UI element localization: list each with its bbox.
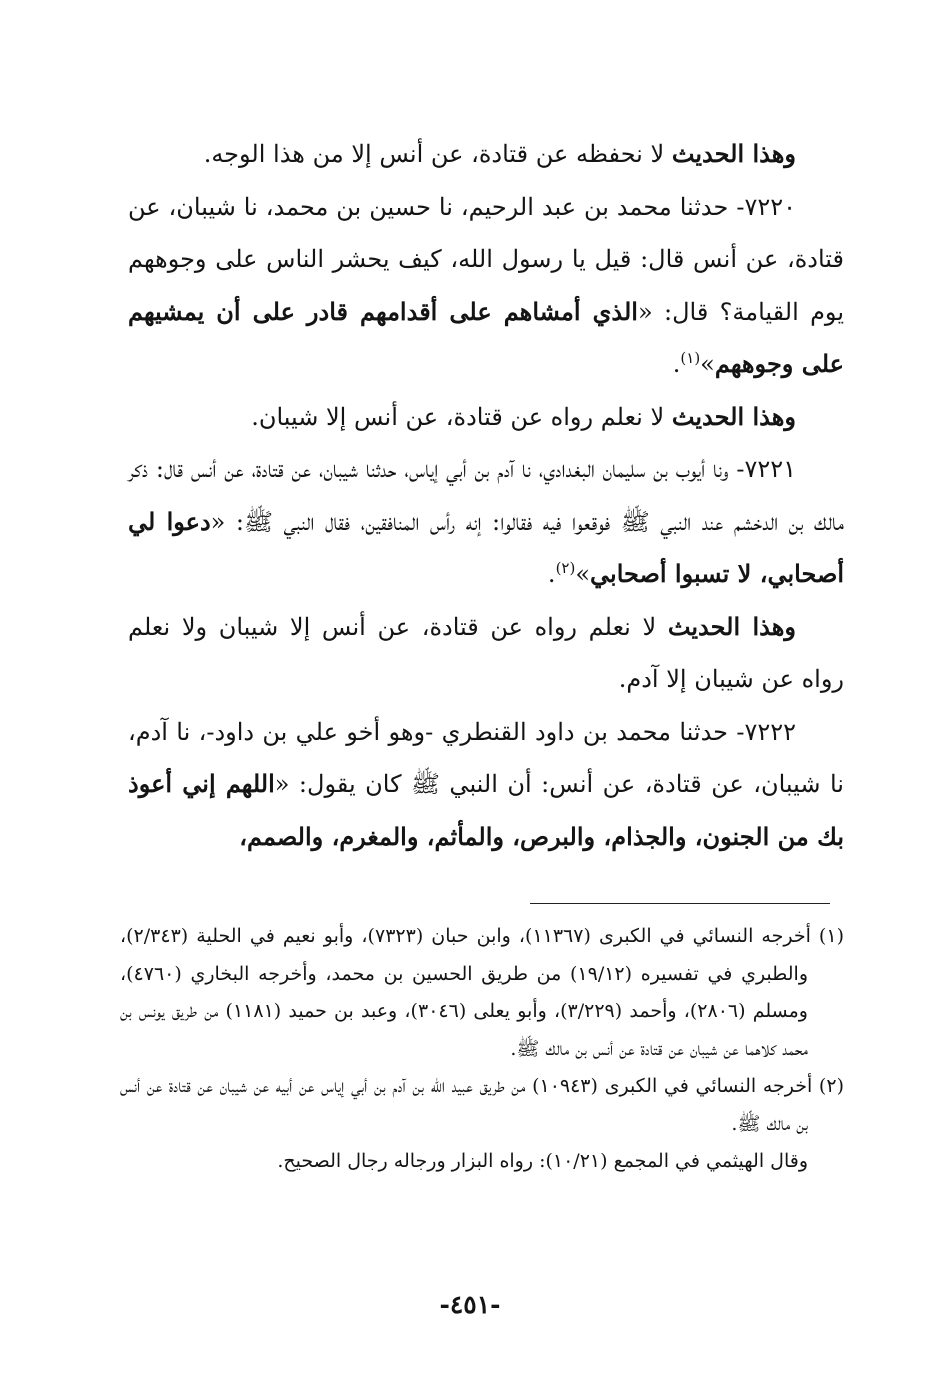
- prophetic-quote: اللهم إني أعوذ بك من الجنون، والجذام، والبرص، والمأثم، والمغرم، والصمم،: [128, 769, 844, 851]
- footnote-ref-1: (١): [680, 349, 701, 367]
- period: .: [672, 350, 681, 378]
- footnotes: [120, 918, 844, 1181]
- emphasis-phrase: وهذا الحديث: [671, 401, 796, 431]
- paragraph-1: [128, 128, 844, 181]
- prophetic-quote: الذي أمشاهم على أقدامهم قادر على أن يمشيهم على وجوههم: [128, 296, 844, 378]
- hadith-text: ٧٢٢٠- حدثنا محمد بن عبد الرحيم، نا حسين بن محمد، نا شيبان، عن قتادة، عن أنس قال: قيل يا رسول الله، كيف يحشر الناس على وجوههم يوم القيامة؟ قال: «: [128, 192, 844, 326]
- hadith-7221: [128, 443, 844, 601]
- period: .: [547, 560, 556, 588]
- emphasis-phrase: وهذا الحديث: [671, 139, 796, 168]
- hadith-7222: [128, 706, 844, 864]
- paragraph-text: لا نعلم رواه عن قتادة، عن أنس إلا شيبان.: [251, 402, 672, 431]
- paragraph-3: [128, 391, 844, 444]
- paragraph-text: لا نحفظه عن قتادة، عن أنس إلا من هذا الوجه.: [203, 140, 672, 168]
- quote-mark: »: [700, 350, 715, 378]
- hadith-text: ٧٢٢١- ونا أيوب بن سليمان البغدادي، نا آدم بن أبي إياس، حدثنا شيبان، عن قتادة، عن أنس قال: ذكر مالك بن الدخشم عند النبي ﷺ فوقعوا فيه فقالوا: إنه رأس المنافقين، فقال النبي ﷺ: «: [128, 455, 845, 536]
- hadith-text: ٧٢٢٢- حدثنا محمد بن داود القنطري -وهو أخو علي بن داود-، نا آدم، نا شيبان، عن قتادة، عن أنس: أن النبي ﷺ كان يقول: «: [128, 717, 844, 798]
- footnote-1: (١) أخرجه النسائي في الكبرى (١١٣٦٧)، وابن حبان (٧٣٢٣)، وأبو نعيم في الحلية (٢/٣٤٣)، والطبري في تفسيره (١٩/١٢) من طريق الحسين بن محمد، وأخرجه البخاري (٤٧٦٠)، ومسلم (٢٨٠٦)، وأحمد (٣/٢٢٩)، وأبو يعلى (٣٠٤٦)، وعبد بن حميد (١١٨١) من طريق يونس بن محمد كلاهما عن شيبان عن قتادة عن أنس بن مالك ﷺ.: [120, 925, 844, 1060]
- footnote-divider: [530, 903, 830, 904]
- paragraph-text: لا نعلم رواه عن قتادة، عن أنس إلا شيبان ولا نعلم رواه عن شيبان إلا آدم.: [128, 612, 844, 693]
- footnote-2: (٢) أخرجه النسائي في الكبرى (١٠٩٤٣) من طريق عبيد الله بن آدم بن أبي إياس عن أبيه عن شيبان عن قتادة عن أنس بن مالك ﷺ.: [120, 1075, 844, 1135]
- main-text: [128, 128, 844, 863]
- quote-mark: »: [575, 560, 591, 588]
- footnote-2-continued: وقال الهيثمي في المجمع (١٠/٢١): رواه البزار ورجاله رجال الصحيح.: [277, 1150, 808, 1172]
- prophetic-quote: دعوا لي أصحابي، لا تسبوا أصحابي: [128, 506, 844, 588]
- paragraph-5: [128, 601, 844, 706]
- footnote-ref-2: (٢): [555, 559, 576, 577]
- page-number: -٤٥١-: [439, 1290, 501, 1319]
- emphasis-phrase: وهذا الحديث: [667, 611, 797, 641]
- hadith-7220: [128, 181, 844, 391]
